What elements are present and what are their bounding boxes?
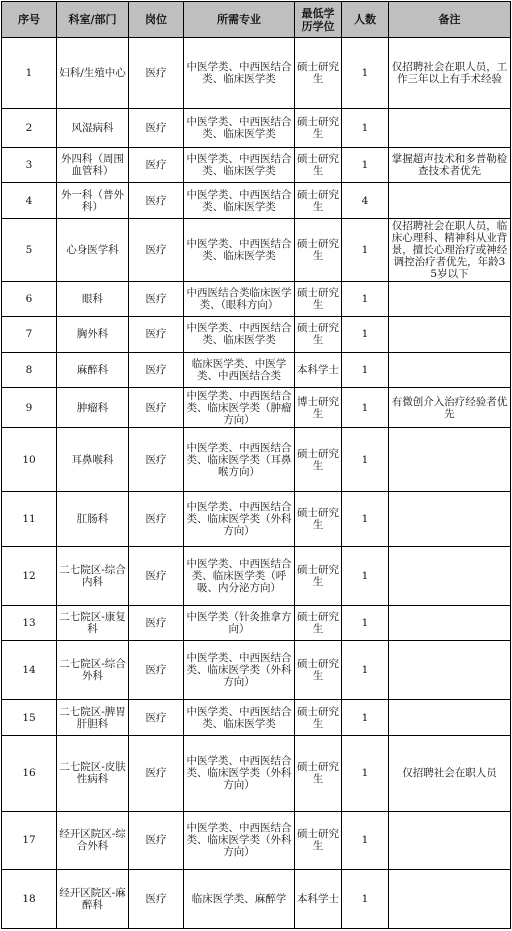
table-row [2,108,511,147]
degree-cell: 硕士研究生 [295,605,342,640]
notes-cell [389,428,511,491]
post-cell: 医疗 [129,491,184,546]
col-no-header: 序号 [2,2,57,38]
headcount-cell: 1 [342,387,389,428]
table-row [2,700,511,735]
col-dept-header: 科室/部门 [57,2,129,38]
department-cell: 经开区院区-麻醉科 [57,869,129,928]
department-cell: 胸外科 [57,317,129,352]
notes-cell: 仅招聘社会在职人员 [389,735,511,811]
department-cell: 妇科/生殖中心 [57,38,129,109]
degree-cell: 硕士研究生 [295,641,342,700]
row-number-cell: 1 [2,38,57,109]
department-cell: 二七院区-康复科 [57,605,129,640]
department-cell: 心身医学科 [57,218,129,281]
post-cell: 医疗 [129,218,184,281]
department-cell: 外四科（周围血管科） [57,148,129,183]
row-number-cell: 4 [2,183,57,218]
post-cell: 医疗 [129,428,184,491]
table-row [2,387,511,428]
degree-cell: 硕士研究生 [295,735,342,811]
notes-cell: 仅招聘社会在职人员，工作三年以上有手术经验 [389,38,511,109]
table-row [2,869,511,928]
table-row [2,38,511,109]
headcount-cell: 4 [342,183,389,218]
col-post-header: 岗位 [129,2,184,38]
headcount-cell: 1 [342,317,389,352]
department-cell: 肛肠科 [57,491,129,546]
degree-cell: 硕士研究生 [295,428,342,491]
post-cell: 医疗 [129,700,184,735]
department-cell: 麻醉科 [57,352,129,387]
department-cell: 耳鼻喉科 [57,428,129,491]
headcount-cell: 1 [342,735,389,811]
major-cell: 中医学类、中西医结合类、临床医学类 [184,218,295,281]
department-cell: 二七院区-脾胃肝胆科 [57,700,129,735]
headcount-cell: 1 [342,108,389,147]
headcount-cell: 1 [342,491,389,546]
major-cell: 中医学类、中西医结合类、临床医学类（呼吸、内分泌方向） [184,546,295,605]
row-number-cell: 9 [2,387,57,428]
degree-cell: 硕士研究生 [295,183,342,218]
degree-cell: 硕士研究生 [295,317,342,352]
notes-cell: 掌握超声技术和多普勒检查技术者优先 [389,148,511,183]
major-cell: 中医学类、中西医结合类、临床医学类 [184,700,295,735]
notes-cell [389,605,511,640]
table-row [2,546,511,605]
table-row [2,352,511,387]
degree-cell: 硕士研究生 [295,282,342,317]
headcount-cell: 1 [342,869,389,928]
row-number-cell: 15 [2,700,57,735]
degree-cell: 硕士研究生 [295,148,342,183]
major-cell: 中医学类、中西医结合类、临床医学类（外科方向） [184,491,295,546]
major-cell: 中医学类、中西医结合类、临床医学类 [184,183,295,218]
table-row [2,811,511,869]
major-cell: 中医学类（针灸推拿方向） [184,605,295,640]
headcount-cell: 1 [342,811,389,869]
post-cell: 医疗 [129,605,184,640]
major-cell: 中医学类、中西医结合类、临床医学类（外科方向） [184,811,295,869]
headcount-cell: 1 [342,641,389,700]
headcount-cell: 1 [342,282,389,317]
major-cell: 中医学类、中西医结合类、临床医学类（肿瘤方向） [184,387,295,428]
post-cell: 医疗 [129,317,184,352]
major-cell: 临床医学类、麻醉学 [184,869,295,928]
major-cell: 中医学类、中西医结合类、临床医学类 [184,108,295,147]
notes-cell [389,641,511,700]
notes-cell [389,811,511,869]
row-number-cell: 18 [2,869,57,928]
post-cell: 医疗 [129,869,184,928]
row-number-cell: 14 [2,641,57,700]
table-body [2,38,511,929]
row-number-cell: 11 [2,491,57,546]
major-cell: 中西医结合类临床医学类、（眼科方向） [184,282,295,317]
table-row [2,317,511,352]
degree-cell: 硕士研究生 [295,546,342,605]
headcount-cell: 1 [342,605,389,640]
table-row [2,491,511,546]
table-row [2,605,511,640]
notes-cell [389,108,511,147]
table-row [2,218,511,281]
headcount-cell: 1 [342,38,389,109]
degree-cell: 硕士研究生 [295,491,342,546]
row-number-cell: 6 [2,282,57,317]
row-number-cell: 17 [2,811,57,869]
row-number-cell: 5 [2,218,57,281]
major-cell: 临床医学类、中医学类、中西医结合类 [184,352,295,387]
col-count-header: 人数 [342,2,389,38]
col-major-header: 所需专业 [184,2,295,38]
headcount-cell: 1 [342,428,389,491]
col-notes-header: 备注 [389,2,511,38]
notes-cell [389,700,511,735]
table-row [2,148,511,183]
headcount-cell: 1 [342,700,389,735]
degree-cell: 本科学士 [295,869,342,928]
department-cell: 风湿病科 [57,108,129,147]
post-cell: 医疗 [129,352,184,387]
degree-cell: 硕士研究生 [295,811,342,869]
degree-cell: 硕士研究生 [295,218,342,281]
headcount-cell: 1 [342,546,389,605]
table-row [2,641,511,700]
row-number-cell: 8 [2,352,57,387]
notes-cell [389,317,511,352]
major-cell: 中医学类、中西医结合类、临床医学类（外科方向） [184,641,295,700]
table-row [2,428,511,491]
post-cell: 医疗 [129,811,184,869]
row-number-cell: 16 [2,735,57,811]
table-row [2,735,511,811]
table-row [2,183,511,218]
degree-cell: 博士研究生 [295,387,342,428]
post-cell: 医疗 [129,183,184,218]
post-cell: 医疗 [129,108,184,147]
notes-cell [389,282,511,317]
table-row [2,282,511,317]
post-cell: 医疗 [129,735,184,811]
notes-cell [389,491,511,546]
row-number-cell: 12 [2,546,57,605]
department-cell: 外一科（普外科） [57,183,129,218]
post-cell: 医疗 [129,282,184,317]
row-number-cell: 3 [2,148,57,183]
post-cell: 医疗 [129,387,184,428]
degree-cell: 硕士研究生 [295,700,342,735]
major-cell: 中医学类、中西医结合类、临床医学类 [184,38,295,109]
recruitment-table [1,1,511,929]
post-cell: 医疗 [129,38,184,109]
post-cell: 医疗 [129,148,184,183]
notes-cell: 仅招聘社会在职人员，临床心理科、精神科从业背景，擅长心理治疗或神经调控治疗者优先，年龄35岁以下 [389,218,511,281]
row-number-cell: 2 [2,108,57,147]
notes-cell [389,352,511,387]
department-cell: 二七院区-皮肤性病科 [57,735,129,811]
department-cell: 二七院区-综合内科 [57,546,129,605]
degree-cell: 硕士研究生 [295,108,342,147]
row-number-cell: 13 [2,605,57,640]
notes-cell [389,869,511,928]
headcount-cell: 1 [342,218,389,281]
table-header-row [2,2,511,38]
department-cell: 经开区院区-综合外科 [57,811,129,869]
degree-cell: 硕士研究生 [295,38,342,109]
notes-cell [389,546,511,605]
headcount-cell: 1 [342,148,389,183]
department-cell: 眼科 [57,282,129,317]
headcount-cell: 1 [342,352,389,387]
notes-cell: 有微创介入治疗经验者优先 [389,387,511,428]
major-cell: 中医学类、中西医结合类、临床医学类（耳鼻喉方向） [184,428,295,491]
row-number-cell: 10 [2,428,57,491]
row-number-cell: 7 [2,317,57,352]
col-degree-header: 最低学历学位 [295,2,342,38]
major-cell: 中医学类、中西医结合类、临床医学类 [184,148,295,183]
degree-cell: 本科学士 [295,352,342,387]
post-cell: 医疗 [129,546,184,605]
post-cell: 医疗 [129,641,184,700]
department-cell: 二七院区-综合外科 [57,641,129,700]
notes-cell [389,183,511,218]
major-cell: 中医学类、中西医结合类、临床医学类 [184,317,295,352]
major-cell: 中医学类、中西医结合类、临床医学类（外科方向） [184,735,295,811]
department-cell: 肿瘤科 [57,387,129,428]
